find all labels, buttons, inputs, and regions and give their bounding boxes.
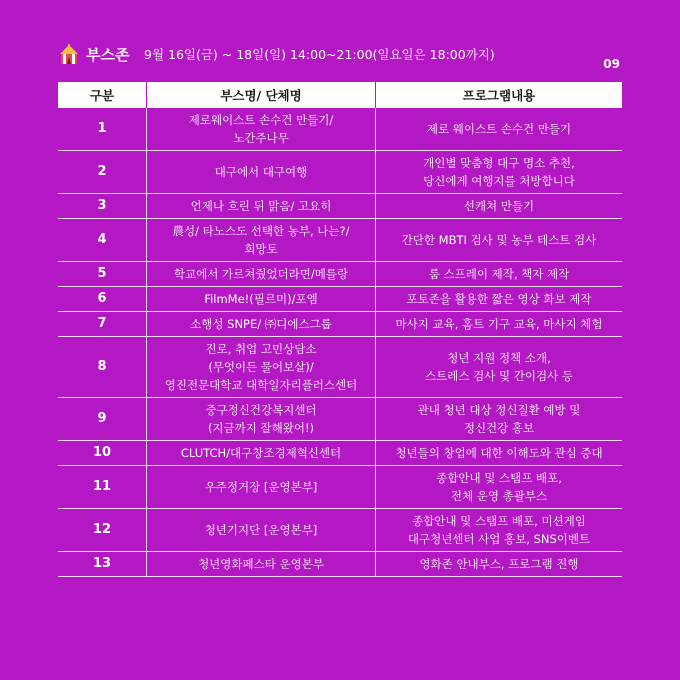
booth-name-line: 노간주나무 — [233, 131, 289, 145]
table-row — [58, 151, 622, 194]
tent-icon — [58, 44, 80, 66]
program-cell — [376, 287, 623, 312]
table-row — [58, 262, 622, 287]
table-row — [58, 441, 622, 466]
booth-name-line: 진로, 취업 고민상담소 — [205, 342, 317, 356]
program-cell — [376, 219, 623, 262]
column-header-number: 구분 — [58, 82, 147, 108]
booth-name-cell — [147, 509, 376, 552]
table-row — [58, 509, 622, 552]
booth-name-line: 제로웨이스트 손수건 만들기/ — [188, 113, 334, 127]
booth-name-line: (지금까지 잘해왔어!) — [207, 421, 315, 435]
booth-name-cell — [147, 337, 376, 398]
row-number: 11 — [58, 466, 147, 509]
booth-name-cell — [147, 312, 376, 337]
booth-name-cell — [147, 398, 376, 441]
program-cell — [376, 194, 623, 219]
booth-name-line: 우주정거장 [운영본부] — [204, 480, 318, 494]
table-row — [58, 108, 622, 151]
column-header-booth: 부스명/ 단체명 — [147, 82, 376, 108]
program-line: 포토존을 활용한 짧은 영상 화보 제작 — [406, 292, 592, 306]
program-line: 대구청년센터 사업 홍보, SNS이벤트 — [407, 532, 591, 546]
program-cell — [376, 398, 623, 441]
row-number: 10 — [58, 441, 147, 466]
program-line: 스트레스 검사 및 간이검사 등 — [425, 369, 573, 383]
program-line: 마사지 교육, 홈트 기구 교육, 마사지 체험 — [395, 317, 603, 331]
booth-name-cell — [147, 262, 376, 287]
table-body — [58, 108, 622, 577]
booth-table — [58, 82, 622, 577]
table-row — [58, 337, 622, 398]
row-number: 7 — [58, 312, 147, 337]
schedule-text: 9월 16일(금) ~ 18일(일) 14:00~21:00(일요일은 18:00까지) — [144, 47, 495, 62]
table-row — [58, 312, 622, 337]
booth-name-line: 農성/ 타노스도 선택한 농부, 나는?/ — [172, 224, 350, 238]
page-header — [58, 44, 628, 76]
booth-name-cell — [147, 441, 376, 466]
section-title: 부스존 — [86, 46, 130, 64]
booth-name-line: 소행성 SNPE/ ㈜디에스그룹 — [190, 317, 332, 331]
booth-name-cell — [147, 219, 376, 262]
page-number: 09 — [603, 57, 620, 71]
table-row — [58, 287, 622, 312]
program-cell — [376, 108, 623, 151]
row-number: 1 — [58, 108, 147, 151]
program-line: 제로 웨이스트 손수건 만들기 — [426, 122, 572, 136]
booth-name-cell — [147, 287, 376, 312]
program-cell — [376, 552, 623, 577]
row-number: 8 — [58, 337, 147, 398]
booth-name-line: 중구정신건강복지센터 — [205, 403, 317, 417]
table-row — [58, 552, 622, 577]
table-row — [58, 398, 622, 441]
booth-name-line: 청년기지단 [운영본부] — [204, 523, 318, 537]
row-number: 12 — [58, 509, 147, 552]
row-number: 4 — [58, 219, 147, 262]
program-line: 청년들의 창업에 대한 이해도와 관심 증대 — [395, 446, 603, 460]
program-cell — [376, 151, 623, 194]
booth-name-line: 희망토 — [244, 242, 278, 256]
booth-name-cell — [147, 552, 376, 577]
program-cell — [376, 337, 623, 398]
program-line: 종합안내 및 스탬프 배포, — [436, 471, 562, 485]
program-line: 청년 지원 정책 소개, — [447, 351, 551, 365]
program-cell — [376, 509, 623, 552]
table-row — [58, 194, 622, 219]
program-line: 룸 스프레이 제작, 책자 제작 — [428, 267, 570, 281]
booth-name-line: 영진전문대학교 대학일자리플러스센터 — [164, 378, 358, 392]
booth-name-line: CLUTCH/대구창조경제혁신센터 — [180, 446, 342, 460]
program-line: 종합안내 및 스탬프 배포, 미션게임 — [412, 514, 586, 528]
booth-name-cell — [147, 108, 376, 151]
booth-name-line: 언제나 흐린 뒤 맑음/ 고요히 — [190, 199, 332, 213]
program-line: 정신건강 홍보 — [463, 421, 535, 435]
table-row — [58, 219, 622, 262]
program-line: 당신에게 여행지를 처방합니다 — [423, 174, 575, 188]
row-number: 6 — [58, 287, 147, 312]
program-line: 개인별 맞춤형 대구 명소 추천, — [423, 156, 575, 170]
booth-name-cell — [147, 151, 376, 194]
program-line: 선캐쳐 만들기 — [463, 199, 535, 213]
program-line: 전체 운영 총괄부스 — [450, 489, 548, 503]
booth-name-line: 학교에서 가르쳐줬었더라면/메를랑 — [173, 267, 349, 281]
booth-name-line: (무엇이든 물어보살)/ — [208, 360, 314, 374]
row-number: 13 — [58, 552, 147, 577]
column-header-program: 프로그램내용 — [376, 82, 623, 108]
booth-name-cell — [147, 466, 376, 509]
program-line: 간단한 MBTI 검사 및 농부 테스트 검사 — [401, 233, 597, 247]
table-row — [58, 466, 622, 509]
row-number: 2 — [58, 151, 147, 194]
booth-name-cell — [147, 194, 376, 219]
row-number: 5 — [58, 262, 147, 287]
booth-name-line: 청년영화페스타 운영본부 — [198, 557, 324, 571]
booth-name-line: FilmMe!(필르미)/포엠 — [204, 292, 318, 306]
program-cell — [376, 312, 623, 337]
table-header-row — [58, 82, 622, 108]
booth-name-line: 대구에서 대구여행 — [214, 165, 308, 179]
program-line: 관내 청년 대상 정신질환 예방 및 — [417, 403, 581, 417]
program-cell — [376, 262, 623, 287]
program-cell — [376, 466, 623, 509]
row-number: 3 — [58, 194, 147, 219]
program-line: 영화존 안내부스, 프로그램 진행 — [419, 557, 579, 571]
program-cell — [376, 441, 623, 466]
row-number: 9 — [58, 398, 147, 441]
